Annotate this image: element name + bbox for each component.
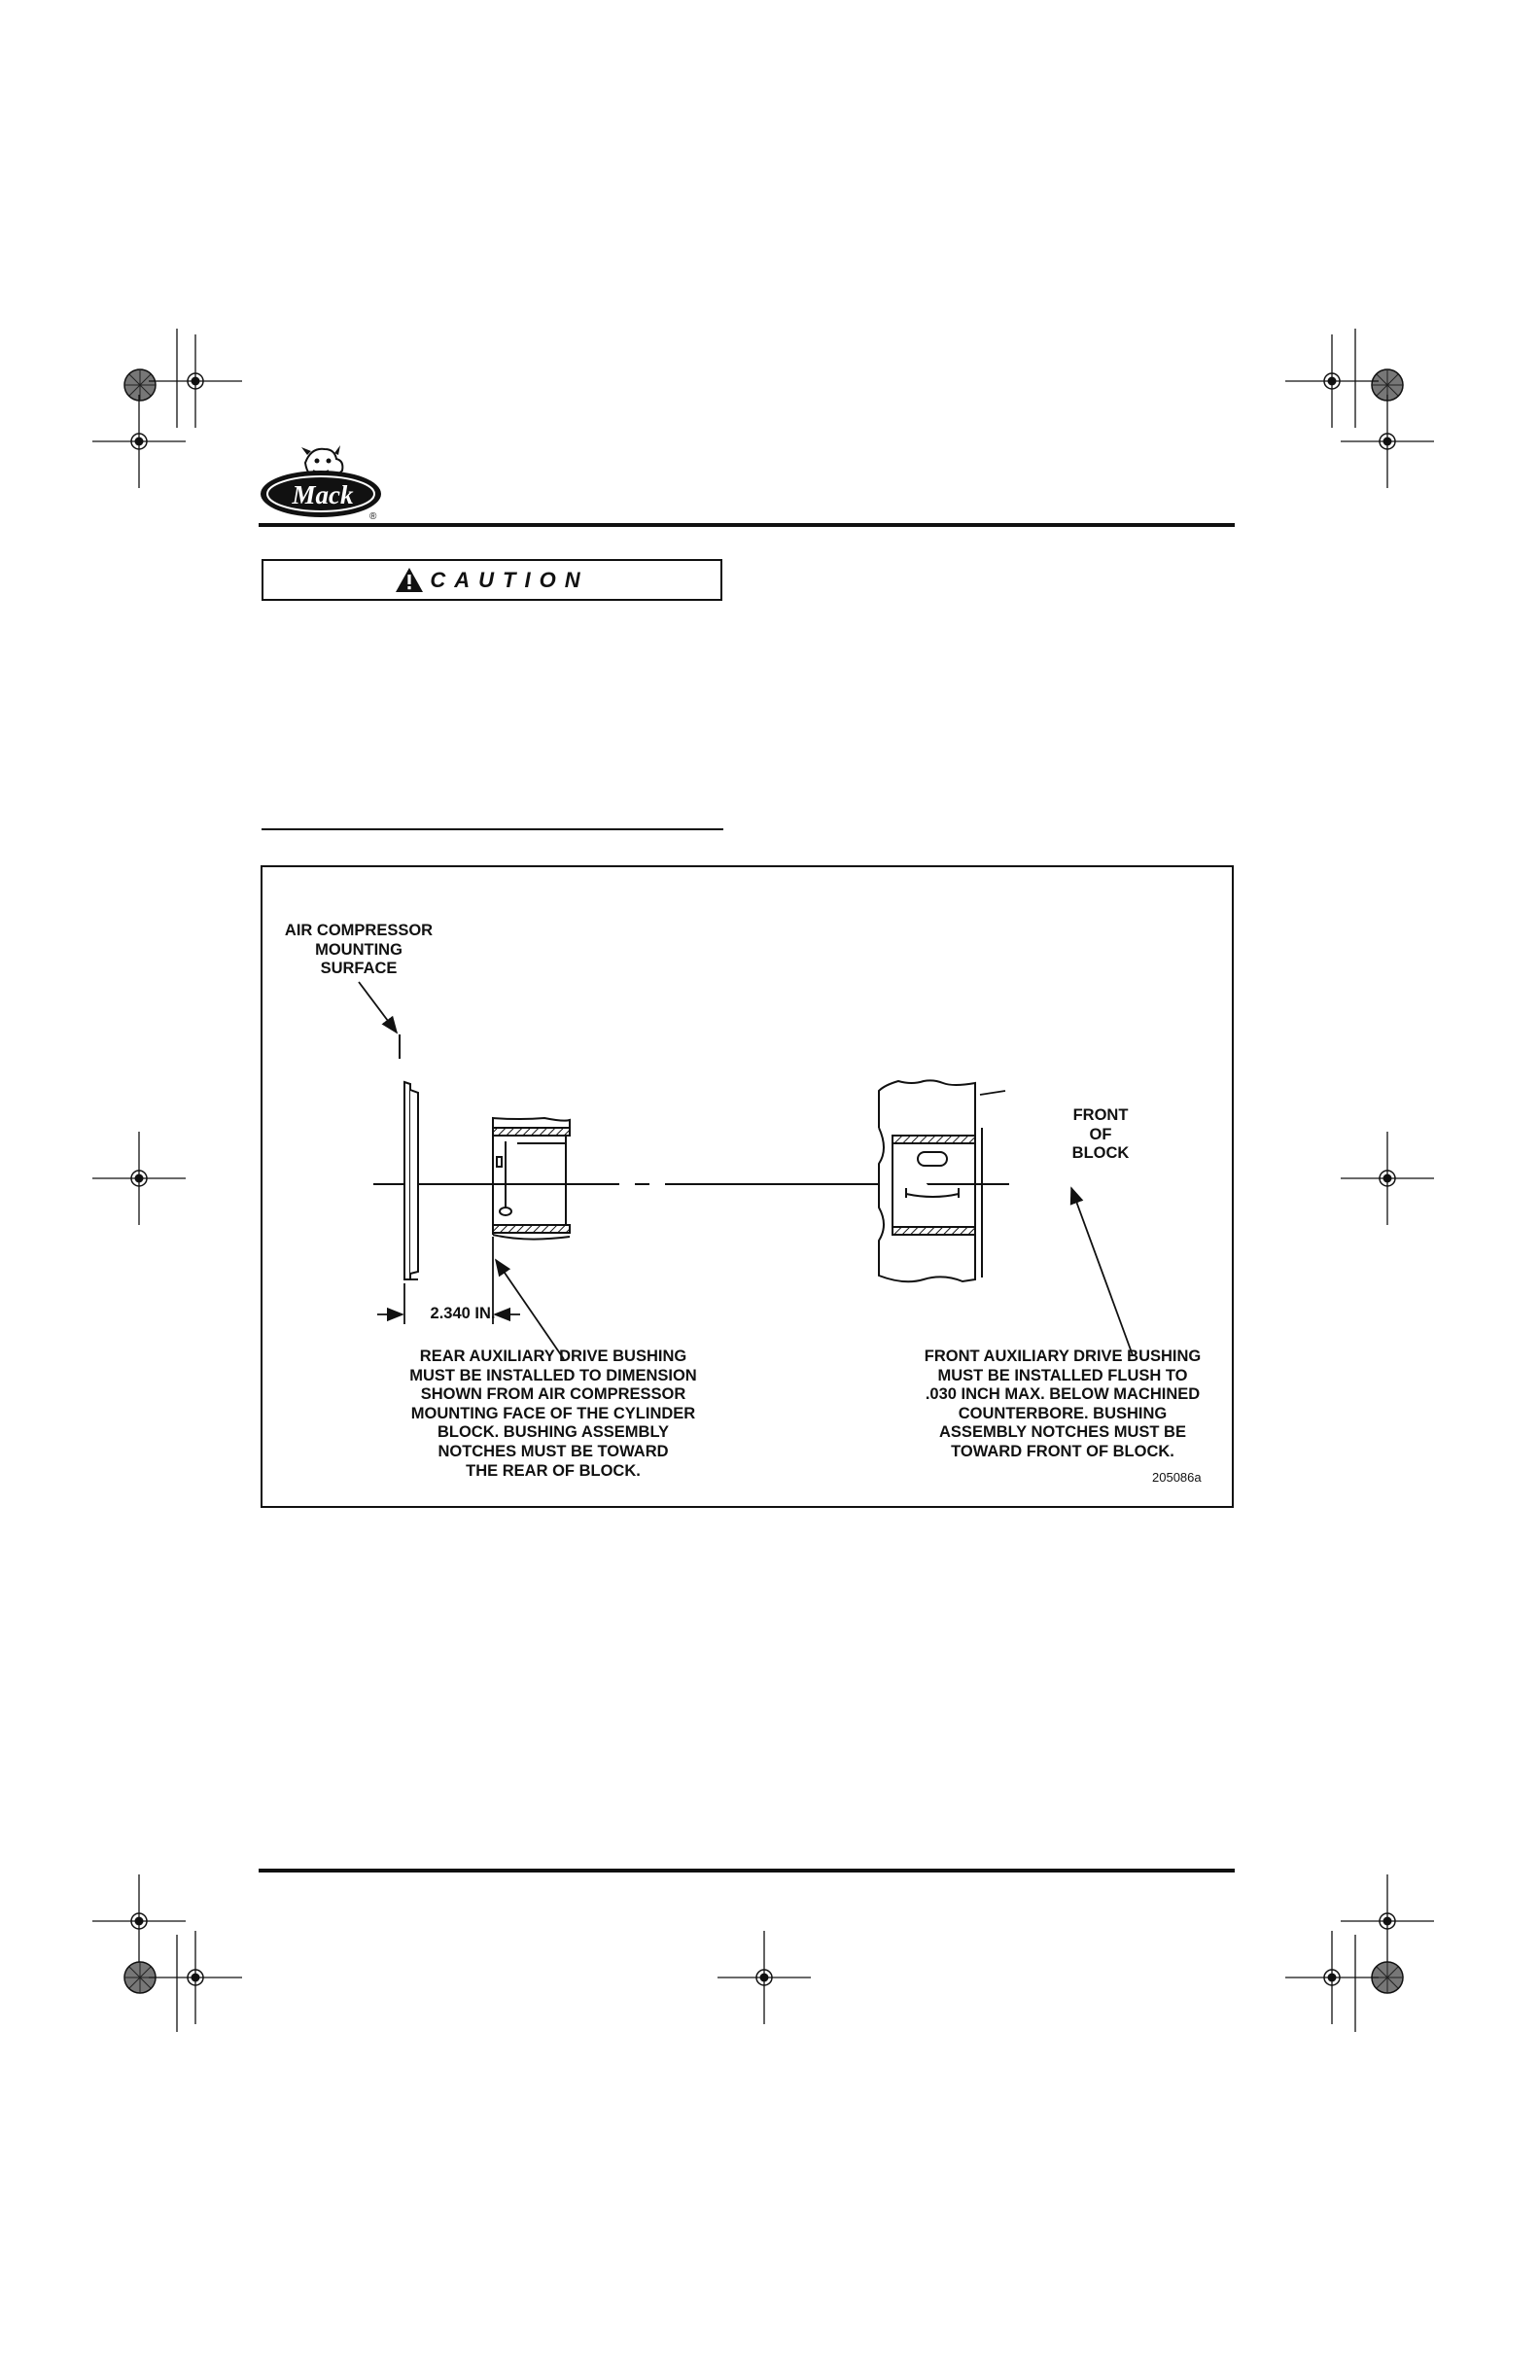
- registration-crosshair-icon: [718, 1931, 811, 2024]
- logo-wordmark: Mack: [292, 480, 354, 509]
- note-line: TOWARD FRONT OF BLOCK.: [951, 1442, 1174, 1460]
- footer-rule: [259, 1869, 1235, 1872]
- registration-rosette-icon: [124, 369, 156, 401]
- note-line: BLOCK. BUSHING ASSEMBLY: [437, 1423, 670, 1442]
- rear-bushing-note: [393, 1348, 714, 1481]
- header-rule: [259, 523, 1235, 527]
- registered-mark: ®: [369, 511, 377, 522]
- front-bushing: [879, 1080, 982, 1281]
- note-line: NOTCHES MUST BE TOWARD: [438, 1442, 669, 1460]
- registration-crosshair-icon: [149, 1931, 242, 2024]
- section-rule: [262, 828, 723, 830]
- caution-label: CAUTION: [430, 567, 589, 592]
- note-line: MOUNTING FACE OF THE CYLINDER: [410, 1404, 696, 1422]
- registration-crosshair-icon: [149, 334, 242, 428]
- rear-bushing: [493, 1118, 570, 1240]
- note-line: ASSEMBLY NOTCHES MUST BE: [939, 1423, 1186, 1442]
- registration-crosshair-icon: [1341, 1132, 1434, 1225]
- label-line: MOUNTING: [315, 940, 402, 959]
- label-line: AIR COMPRESSOR: [284, 922, 434, 939]
- note-line: COUNTERBORE. BUSHING: [958, 1404, 1168, 1422]
- warning-triangle-icon: [395, 567, 424, 593]
- front-bushing-note: [902, 1348, 1223, 1462]
- registration-crosshair-icon: [92, 1874, 186, 1968]
- label-line: SURFACE: [320, 960, 398, 978]
- dimension-label: 2.340 IN.: [430, 1305, 496, 1322]
- air-compressor-label: [259, 922, 459, 979]
- note-line: MUST BE INSTALLED FLUSH TO: [937, 1366, 1188, 1384]
- registration-crosshair-icon: [1285, 1931, 1379, 2024]
- label-line: OF: [1089, 1125, 1112, 1143]
- registration-crosshair-icon: [1285, 334, 1379, 428]
- registration-crosshair-icon: [92, 1132, 186, 1225]
- mack-logo: [259, 434, 385, 527]
- note-line: FRONT AUXILIARY DRIVE BUSHING: [924, 1348, 1202, 1365]
- mounting-plate: [400, 1034, 418, 1279]
- registration-crosshair-icon: [92, 395, 186, 488]
- note-line: MUST BE INSTALLED TO DIMENSION: [409, 1366, 697, 1384]
- label-line: FRONT: [1072, 1106, 1129, 1124]
- label-line: BLOCK: [1071, 1144, 1130, 1163]
- caution-box: [262, 559, 722, 601]
- front-of-block-label: [1062, 1106, 1139, 1164]
- figure-id: 205086a: [1152, 1470, 1202, 1485]
- note-line: .030 INCH MAX. BELOW MACHINED: [925, 1385, 1201, 1404]
- figure-box: [261, 865, 1234, 1508]
- note-line: REAR AUXILIARY DRIVE BUSHING: [419, 1348, 687, 1365]
- note-line: THE REAR OF BLOCK.: [466, 1461, 641, 1480]
- note-line: SHOWN FROM AIR COMPRESSOR: [420, 1385, 686, 1404]
